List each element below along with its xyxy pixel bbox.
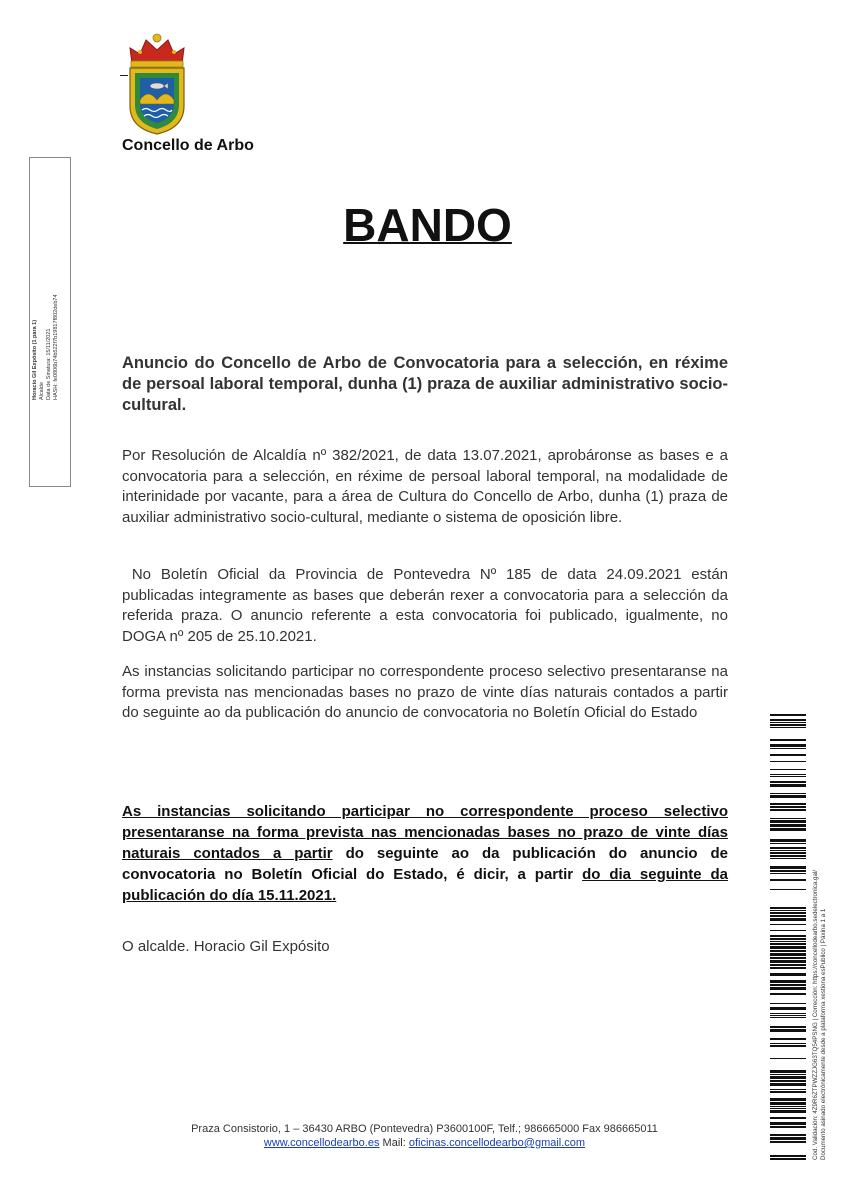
signature-date: Data de Sinatura: 15/11/2021 xyxy=(46,328,52,400)
barcode-bar xyxy=(770,1158,806,1160)
barcode-bar xyxy=(770,1155,806,1157)
barcode-bar xyxy=(770,781,806,783)
paragraph-resolution: Por Resolución de Alcaldía nº 382/2021, de data 13.07.2021, aprobáronse as bases e a convocatoria para a selección, en réxime de persoal laboral temporal, na modalidade de interinidade por vacante, para a área de Cultura do Concello de Arbo, dunha (1) praza de auxiliar administrativo socio-cultural, mediante o sistema de oposición libre. xyxy=(122,447,728,526)
barcode-bar xyxy=(770,818,806,819)
barcode-bar xyxy=(770,784,806,787)
barcode-bar xyxy=(770,724,806,726)
barcode-bar xyxy=(770,806,806,808)
barcode-bar xyxy=(770,824,806,827)
barcode-bar xyxy=(770,957,806,959)
barcode-bar xyxy=(770,950,806,952)
mail-label: Mail: xyxy=(379,1137,409,1149)
barcode-bar xyxy=(770,1074,806,1075)
barcode-bar xyxy=(770,727,806,728)
barcode-bar xyxy=(770,1029,806,1032)
barcode-bar xyxy=(770,953,806,956)
barcode-bar xyxy=(770,960,806,963)
barcode-bar xyxy=(770,941,806,942)
barcode-bar xyxy=(770,870,806,872)
barcode-bar xyxy=(770,809,806,811)
barcode-bar xyxy=(770,858,806,859)
signature-hash: HASH: fe0806b74b522f7b19817f802deb74 xyxy=(53,294,59,400)
barcode-bar xyxy=(770,993,806,995)
barcode-bar xyxy=(770,820,806,823)
barcode-bar xyxy=(770,1015,806,1016)
barcode-bar xyxy=(770,910,806,911)
barcode-bar xyxy=(770,776,806,777)
barcode-bar xyxy=(770,1038,806,1040)
barcode-bar xyxy=(770,984,806,986)
barcode-bar xyxy=(770,918,806,921)
validation-code: Cod. Validación: 4Z9R6ZTPWZZJG63TQ54PSNG | Corrección: https://concellodearbo.sedelectronica.gal/ xyxy=(812,869,819,1160)
barcode-bar xyxy=(770,1108,806,1109)
barcode-bar xyxy=(770,1080,806,1082)
barcode xyxy=(770,714,806,1160)
barcode-bar xyxy=(770,1003,806,1004)
website-link[interactable]: www.concellodearbo.es xyxy=(263,1137,380,1149)
barcode-bar xyxy=(770,754,806,756)
barcode-bar xyxy=(770,744,806,747)
barcode-bar xyxy=(770,930,806,931)
barcode-bar xyxy=(770,722,806,723)
barcode-bar xyxy=(770,847,806,849)
email-link[interactable]: oficinas.concellodearbo@gmail.com xyxy=(408,1137,586,1149)
signer-role: Alcalde xyxy=(39,381,45,400)
barcode-bar xyxy=(770,946,806,949)
barcode-bar xyxy=(770,889,806,890)
barcode-bar xyxy=(770,843,806,844)
barcode-bar xyxy=(770,850,806,851)
barcode-bar xyxy=(770,1017,806,1018)
barcode-bar xyxy=(770,714,806,716)
validation-text xyxy=(812,740,828,1160)
barcode-bar xyxy=(770,769,806,770)
barcode-bar xyxy=(770,935,806,937)
barcode-bar xyxy=(770,793,806,794)
barcode-bar xyxy=(770,866,806,869)
barcode-bar xyxy=(770,873,806,874)
barcode-bar xyxy=(770,1117,806,1119)
footer xyxy=(0,1122,849,1150)
barcode-bar xyxy=(770,1110,806,1113)
barcode-bar xyxy=(770,1106,806,1107)
barcode-bar xyxy=(770,943,806,945)
document-title-text: BANDO xyxy=(343,199,512,251)
barcode-bar xyxy=(770,1083,806,1086)
notice-date-part: do dia seguinte da publicación do día 15.11.2021. xyxy=(122,866,729,904)
barcode-bar xyxy=(770,1098,806,1101)
barcode-bar xyxy=(770,1070,806,1073)
barcode-bar xyxy=(770,1122,806,1125)
barcode-bar xyxy=(770,795,806,798)
barcode-bar xyxy=(770,987,806,990)
barcode-bar xyxy=(770,964,806,966)
footer-contact xyxy=(0,1136,849,1150)
barcode-bar xyxy=(770,938,806,940)
barcode-bar xyxy=(770,980,806,983)
barcode-bar xyxy=(770,1076,806,1079)
organization-name: Concello de Arbo xyxy=(122,137,254,154)
barcode-bar xyxy=(770,1134,806,1136)
crest-mark xyxy=(120,75,128,76)
document-title xyxy=(0,198,849,252)
barcode-bar xyxy=(770,924,806,925)
barcode-bar xyxy=(770,1045,806,1047)
paragraph-bulletin: No Boletín Oficial da Provincia de Pontevedra Nº 185 de data 24.09.2021 están publicadas integramente as bases que deberán rexer a convocatoria para a selección da referida praza. O anuncio referente a esta convocatoria foi publicado, igualmente, no DOGA nº 205 de 25.10.2021. xyxy=(122,566,733,645)
mayor-signoff: O alcalde. Horacio Gil Expósito xyxy=(122,938,330,955)
barcode-bar xyxy=(770,828,806,831)
notice-underlined-part: As instancias solicitando participar no correspondente proceso selectivo presentaranse na forma prevista nas mencionadas bases no prazo de vinte días naturais contados a partir xyxy=(122,803,728,862)
highlighted-notice xyxy=(122,801,728,906)
barcode-bar xyxy=(770,912,806,914)
barcode-bar xyxy=(770,879,806,881)
barcode-bar xyxy=(770,739,806,741)
barcode-bar xyxy=(770,1026,806,1028)
paragraph-instances: As instancias solicitando participar no correspondente proceso selectivo presentaranse na forma prevista nas mencionadas bases no prazo de vinte días naturais contados a partir do seguinte ao da publicación do anuncio de convocatoria no Boletín Oficial do Estado xyxy=(122,663,728,721)
barcode-bar xyxy=(770,1141,806,1143)
barcode-bar xyxy=(770,1058,806,1059)
barcode-bar xyxy=(770,1089,806,1090)
coat-of-arms-logo xyxy=(122,30,192,136)
barcode-bar xyxy=(770,852,806,854)
barcode-bar xyxy=(770,915,806,917)
barcode-bar xyxy=(770,1126,806,1128)
barcode-bar xyxy=(770,719,806,721)
barcode-bar xyxy=(770,1091,806,1093)
barcode-bar xyxy=(770,803,806,805)
barcode-bar xyxy=(770,973,806,976)
barcode-bar xyxy=(770,967,806,969)
barcode-bar xyxy=(770,1043,806,1044)
barcode-bar xyxy=(770,839,806,842)
announcement-heading: Anuncio do Concello de Arbo de Convocatoria para a selección, en réxime de persoal laboral temporal, dunha (1) praza de auxiliar administrativo socio-cultural. xyxy=(122,354,728,414)
barcode-bar xyxy=(770,1007,806,1010)
barcode-bar xyxy=(770,1013,806,1014)
barcode-bar xyxy=(770,1102,806,1105)
footer-address: Praza Consistorio, 1 – 36430 ARBO (Pontevedra) P3600100F, Telf.; 986665000 Fax 986665011 xyxy=(191,1123,658,1135)
notice-plain-part: do seguinte ao da publicación do anuncio de convocatoria no Boletín Oficial do Estado, é dicir, a partir xyxy=(122,845,728,883)
barcode-bar xyxy=(770,774,806,775)
barcode-bar xyxy=(770,907,806,909)
barcode-bar xyxy=(770,761,806,762)
signer-name: Horacio Gil Expósito (1 para 1) xyxy=(32,319,38,400)
validation-platform: Documento asinado electrónicamente desde a plataforma xestiona esPublico | Páxina 1 a 1 xyxy=(820,908,827,1160)
barcode-bar xyxy=(770,748,806,749)
barcode-bar xyxy=(770,1137,806,1140)
barcode-bar xyxy=(770,855,806,857)
